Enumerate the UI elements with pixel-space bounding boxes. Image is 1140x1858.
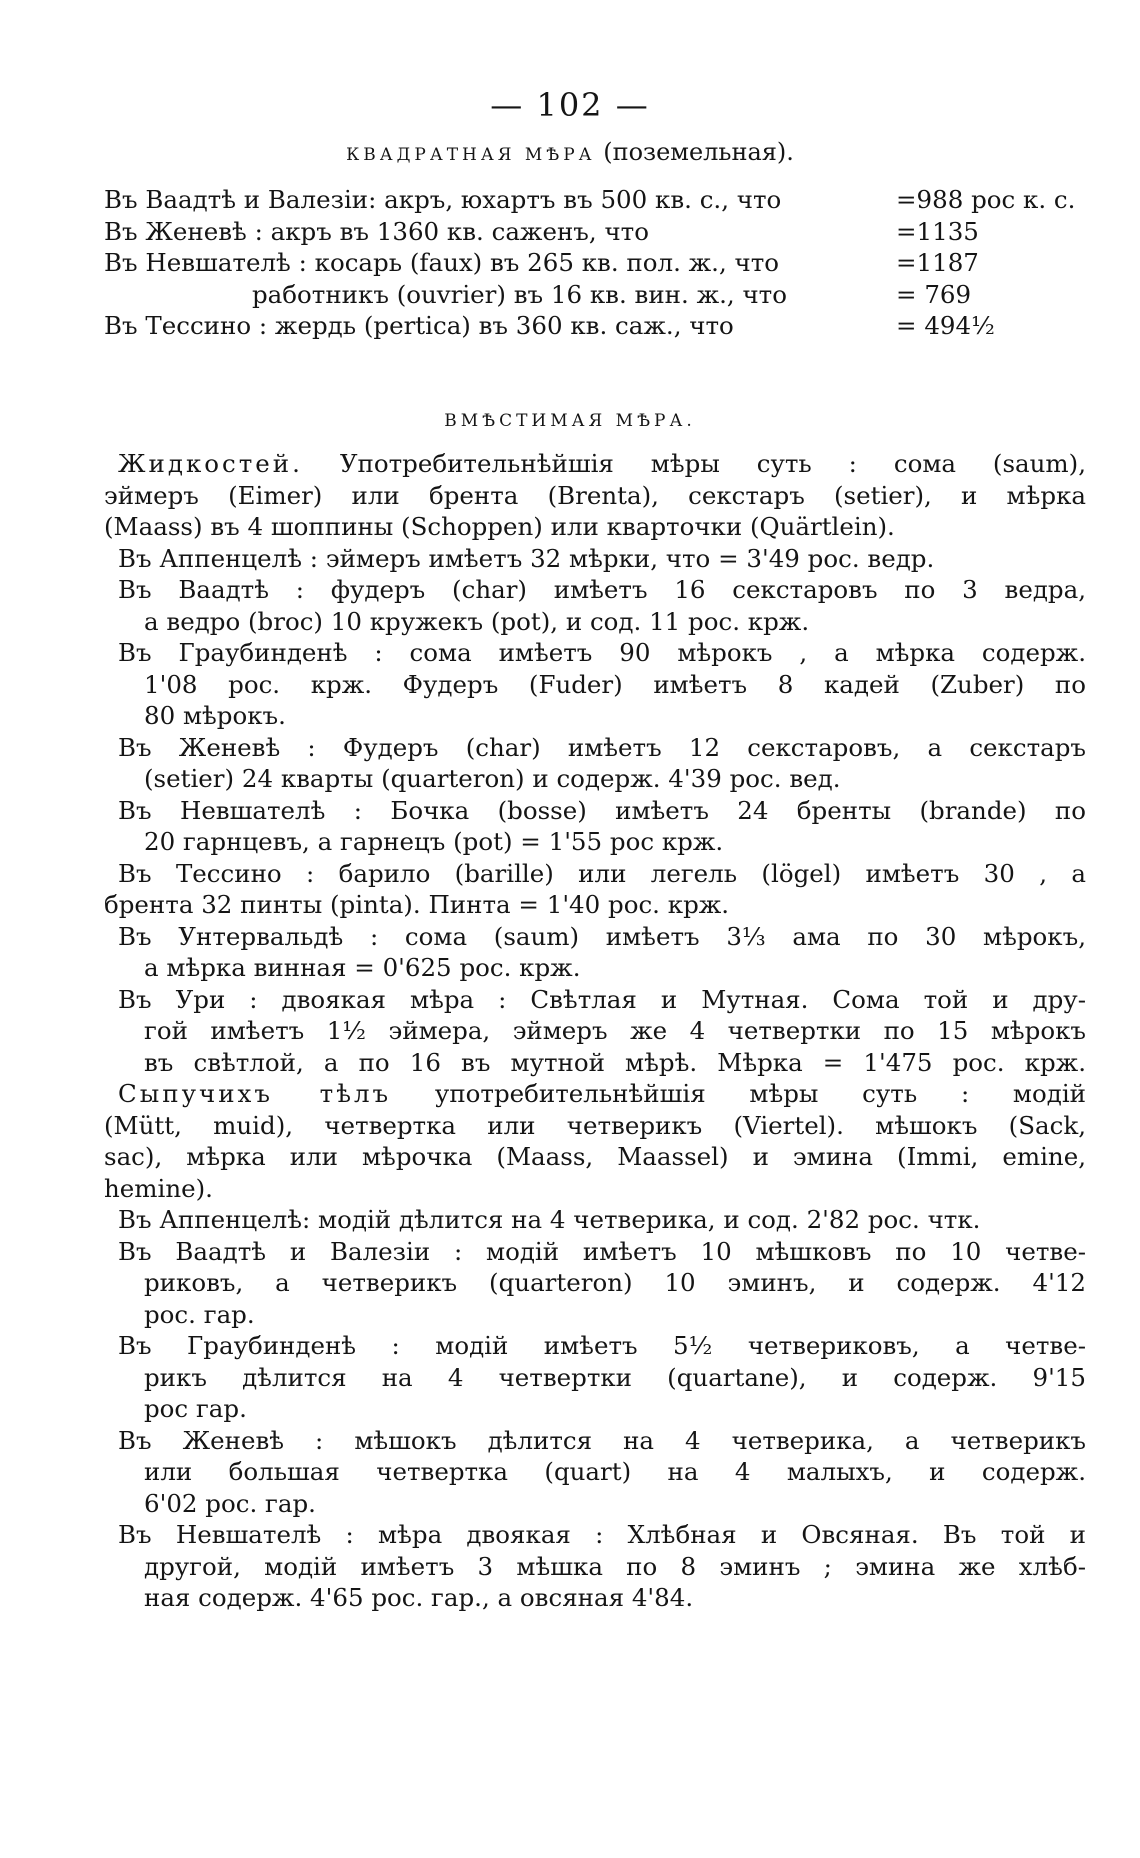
- heading-rest: (поземельная).: [603, 138, 794, 166]
- text-line: Въ Невшателѣ : мѣра двоякая : Хлѣбная и Овсяная. Въ той и: [118, 1520, 1086, 1549]
- row-value: =988 рос к. с.: [896, 185, 1076, 214]
- row-value: = 494½: [896, 311, 995, 340]
- liquids-text: Употребительнѣйшія мѣры суть : сома (saum),: [339, 449, 1086, 478]
- text-line: ная содерж. 4'65 рос. гар., а овсяная 4'84.: [144, 1583, 694, 1612]
- text-line: гой имѣетъ 1½ эймера, эймеръ же 4 четвертки по 15 мѣрокъ: [144, 1016, 1086, 1045]
- liquids-lead: Жидкостей.: [118, 449, 303, 478]
- row-label: Въ Женевѣ : акръ въ 1360 кв. саженъ, что: [104, 216, 649, 246]
- text-line: Въ Ваадтѣ и Валезіи : модій имѣетъ 10 мѣшковъ по 10 четве-: [118, 1236, 1086, 1266]
- text-line: Въ Тессино : барило (barille) или легель (lögel) имѣетъ 30 , а: [118, 858, 1086, 888]
- text-line: а мѣрка винная = 0'625 рос. крж.: [144, 953, 581, 982]
- text-line: sac), мѣрка или мѣрочка (Maass, Maassel) и эмина (Immi, emine,: [104, 1142, 1086, 1171]
- row-label: Въ Тессино : жердь (pertica) въ 360 кв. саж., что: [104, 311, 734, 340]
- text-line: Въ Ваадтѣ : фудеръ (char) имѣетъ 16 секстаровъ по 3 ведра,: [118, 575, 1086, 604]
- section-heading-capacity-measure: [0, 404, 1140, 432]
- section-heading-square-measure: [0, 138, 1140, 166]
- text-line: эймеръ (Eimer) или брента (Brenta), секстаръ (setier), и мѣрка: [104, 480, 1086, 510]
- text-line: Въ Аппенцелѣ : эймеръ имѣетъ 32 мѣрки, что = 3'49 рос. ведр.: [118, 543, 935, 573]
- heading-caps: ВМѢСТИМАЯ МѢРА.: [444, 411, 696, 431]
- text-line: 1'08 рос. крж. Фудеръ (Fuder) имѣетъ 8 кадей (Zuber) по: [144, 669, 1086, 699]
- table-row: [104, 184, 1086, 216]
- dry-text: употребительнѣйшія мѣры суть : модій: [434, 1079, 1086, 1108]
- square-measure-table: [104, 184, 1086, 342]
- page-number: — 102 —: [490, 86, 650, 124]
- text-line: Въ Унтервальдѣ : сома (saum) имѣетъ 3⅓ ама по 30 мѣрокъ,: [118, 921, 1086, 951]
- text-line: 80 мѣрокъ.: [144, 701, 286, 730]
- text-line: брента 32 пинты (pinta). Пинта = 1'40 рос. крж.: [104, 890, 730, 919]
- table-row: [104, 247, 1086, 279]
- text-line: [104, 1078, 1086, 1110]
- text-line: рикъ дѣлится на 4 четвертки (quartane), и содерж. 9'15: [144, 1362, 1086, 1392]
- text-line: [104, 448, 1086, 480]
- table-row: [104, 216, 1086, 248]
- text-line: Въ Ури : двоякая мѣра : Свѣтлая и Мутная. Сома той и дру-: [118, 984, 1086, 1014]
- text-line: Въ Женевѣ : мѣшокъ дѣлится на 4 четверика, а четверикъ: [118, 1425, 1086, 1455]
- row-value: =1187: [896, 248, 979, 277]
- text-line: другой, модій имѣетъ 3 мѣшка по 8 эминъ ; эмина же хлѣб-: [144, 1551, 1086, 1581]
- text-line: рос. гар.: [144, 1299, 255, 1329]
- heading-caps: КВАДРАТНАЯ МѢРА: [346, 145, 596, 165]
- text-line: или большая четвертка (quart) на 4 малыхъ, и содерж.: [144, 1457, 1086, 1486]
- row-label: работникъ (ouvrier) въ 16 кв. вин. ж., что: [252, 279, 787, 309]
- table-row: [104, 279, 1086, 311]
- text-line: Въ Аппенцелѣ: модій дѣлится на 4 четверика, и сод. 2'82 рос. чтк.: [118, 1205, 981, 1234]
- text-line: Въ Граубинденѣ : модій имѣетъ 5½ четвериковъ, а четве-: [118, 1331, 1086, 1360]
- text-line: Въ Невшателѣ : Бочка (bosse) имѣетъ 24 бренты (brande) по: [118, 795, 1086, 825]
- text-line: (Mütt, muid), четвертка или четверикъ (Viertel). мѣшокъ (Sack,: [104, 1110, 1086, 1140]
- text-line: 6'02 рос. гар.: [144, 1488, 316, 1518]
- text-line: а ведро (broc) 10 кружекъ (pot), и сод. 11 рос. крж.: [144, 606, 810, 636]
- text-line: hemine).: [104, 1173, 213, 1203]
- row-label: Въ Ваадтѣ и Валезіи: акръ, юхартъ въ 500 кв. с., что: [104, 185, 782, 214]
- capacity-measure-text: [104, 448, 1086, 1614]
- table-row: [104, 310, 1086, 342]
- text-line: въ свѣтлой, а по 16 въ мутной мѣрѣ. Мѣрка = 1'475 рос. крж.: [144, 1047, 1086, 1077]
- row-value: =1135: [896, 216, 979, 246]
- text-line: рос гар.: [144, 1394, 247, 1423]
- text-line: 20 гарнцевъ, а гарнецъ (pot) = 1'55 рос крж.: [144, 827, 724, 856]
- text-line: (Maass) въ 4 шоппины (Schoppen) или кварточки (Quärtlein).: [104, 512, 895, 541]
- text-line: (setier) 24 кварты (quarteron) и содерж. 4'39 рос. вед.: [144, 764, 841, 793]
- text-line: Въ Женевѣ : Фудеръ (char) имѣетъ 12 секстаровъ, а секстаръ: [118, 732, 1086, 762]
- text-line: риковъ, а четверикъ (quarteron) 10 эминъ, и содерж. 4'12: [144, 1268, 1086, 1297]
- dry-lead: Сыпучихъ тѣлъ: [118, 1079, 392, 1108]
- row-label: Въ Невшателѣ : косарь (faux) въ 265 кв. пол. ж., что: [104, 248, 780, 277]
- text-line: Въ Граубинденѣ : сома имѣетъ 90 мѣрокъ , а мѣрка содерж.: [118, 638, 1086, 667]
- row-value: = 769: [896, 279, 972, 309]
